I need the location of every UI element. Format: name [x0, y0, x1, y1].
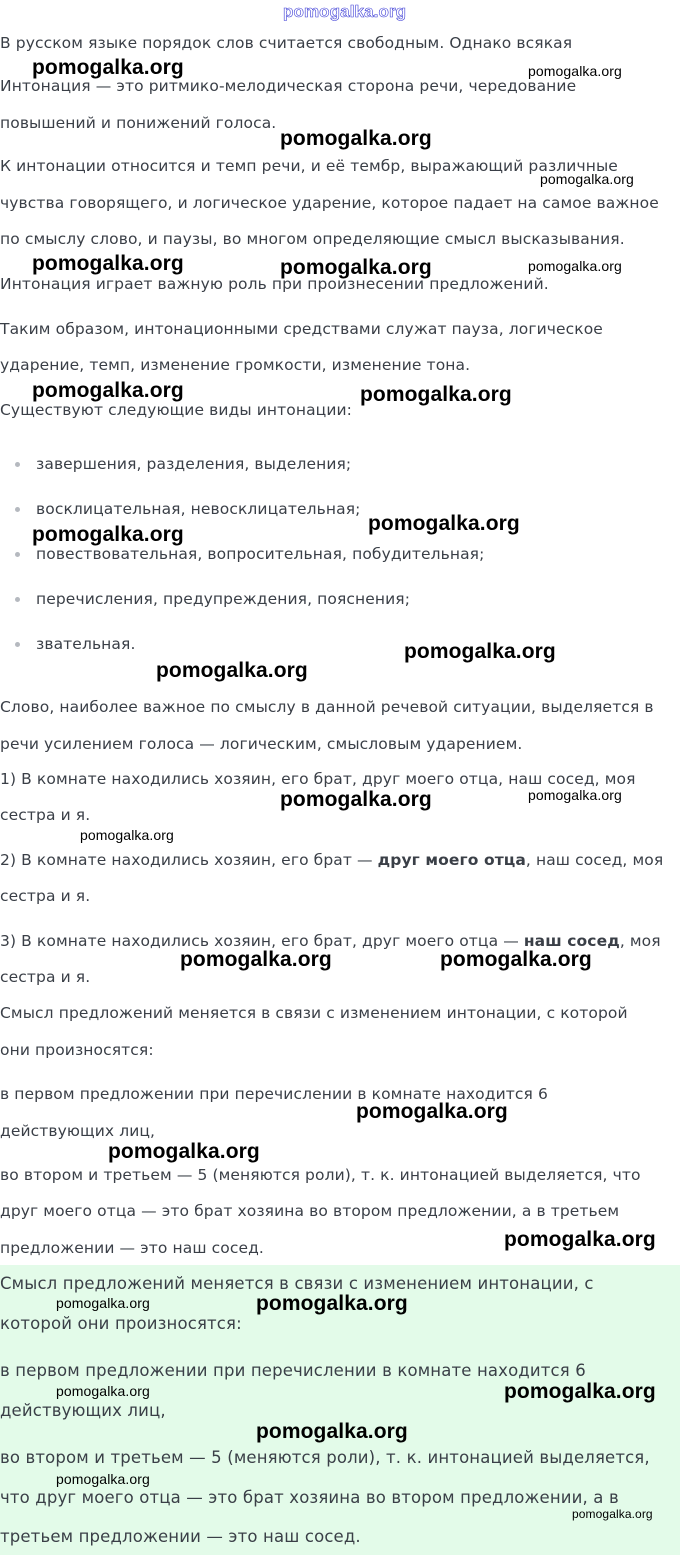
watermark: pomogalka.org — [360, 383, 512, 406]
watermark: pomogalka.org — [32, 56, 184, 79]
bullet-dot — [15, 462, 20, 467]
example-3: сестра и я. — [0, 968, 91, 986]
watermark: pomogalka.org — [32, 252, 184, 275]
paragraph: Интонация играет важную роль при произнесении предложений. — [0, 275, 549, 293]
emphasis: наш сосед — [523, 932, 620, 950]
bullet-dot — [15, 552, 20, 557]
answer-line: Смысл предложений меняется в связи с изменением интонации, с — [0, 1274, 594, 1293]
watermark: pomogalka.org — [440, 948, 592, 971]
example-1: 1) В комнате находились хозяин, его брат, друг моего отца, наш сосед, моя — [0, 770, 636, 788]
top-watermark: pomogalka.org — [283, 2, 407, 21]
paragraph: повышений и понижений голоса. — [0, 114, 277, 132]
list-item: завершения, разделения, выделения; — [36, 455, 352, 473]
bullet-dot — [15, 507, 20, 512]
paragraph: Существуют следующие виды интонации: — [0, 401, 352, 419]
paragraph: Интонация — это ритмико-мелодическая сторона речи, чередование — [0, 77, 577, 95]
list-item: звательная. — [36, 635, 136, 653]
watermark: pomogalka.org — [572, 1507, 653, 1521]
answer-line: действующих лиц, — [0, 1401, 166, 1420]
paragraph: В русском языке порядок слов считается свободным. Однако всякая — [0, 34, 573, 52]
example-1: сестра и я. — [0, 806, 91, 824]
example-2: 2) В комнате находились хозяин, его брат — друг моего отца, наш сосед, моя — [0, 851, 664, 869]
watermark: pomogalka.org — [56, 1295, 150, 1311]
watermark: pomogalka.org — [56, 1471, 150, 1487]
list-item: повествовательная, вопросительная, побудительная; — [36, 545, 485, 563]
paragraph: ударение, темп, изменение громкости, изменение тона. — [0, 356, 471, 374]
watermark: pomogalka.org — [280, 256, 432, 279]
watermark: pomogalka.org — [108, 1140, 260, 1163]
paragraph: они произносятся: — [0, 1041, 154, 1059]
watermark: pomogalka.org — [356, 1100, 508, 1123]
paragraph: Слово, наиболее важное по смыслу в данной речевой ситуации, выделяется в — [0, 698, 654, 716]
watermark: pomogalka.org — [368, 512, 520, 535]
watermark: pomogalka.org — [156, 659, 308, 682]
watermark: pomogalka.org — [32, 523, 184, 546]
paragraph: по смыслу слово, и паузы, во многом определяющие смысл высказывания. — [0, 230, 625, 248]
watermark: pomogalka.org — [528, 63, 622, 79]
watermark: pomogalka.org — [280, 127, 432, 150]
watermark: pomogalka.org — [256, 1420, 408, 1443]
paragraph: во втором и третьем — 5 (меняются роли), т. к. интонацией выделяется, что — [0, 1166, 641, 1184]
list-item: перечисления, предупреждения, пояснения; — [36, 590, 411, 608]
answer-line: во втором и третьем — 5 (меняются роли), т. к. интонацией выделяется, — [0, 1448, 650, 1467]
paragraph: К интонации относится и темп речи, и её тембр, выражающий различные — [0, 157, 618, 175]
bullet-dot — [15, 642, 20, 647]
paragraph: Смысл предложений меняется в связи с изменением интонации, с которой — [0, 1004, 628, 1022]
answer-line: что друг моего отца — это брат хозяина во втором предложении, а в — [0, 1488, 619, 1507]
bullet-dot — [15, 597, 20, 602]
watermark: pomogalka.org — [80, 827, 174, 843]
watermark: pomogalka.org — [528, 258, 622, 274]
answer-line: которой они произносятся: — [0, 1314, 242, 1333]
paragraph: друг моего отца — это брат хозяина во втором предложении, а в третьем — [0, 1202, 620, 1220]
watermark: pomogalka.org — [280, 788, 432, 811]
watermark: pomogalka.org — [404, 640, 556, 663]
paragraph: в первом предложении при перечислении в комнате находится 6 — [0, 1085, 548, 1103]
paragraph: действующих лиц, — [0, 1122, 156, 1140]
watermark: pomogalka.org — [528, 787, 622, 803]
answer-line: в первом предложении при перечислении в комнате находится 6 — [0, 1361, 586, 1380]
watermark: pomogalka.org — [504, 1380, 656, 1403]
emphasis: друг моего отца — [377, 851, 526, 869]
paragraph: предложении — это наш сосед. — [0, 1239, 264, 1257]
watermark: pomogalka.org — [180, 948, 332, 971]
watermark: pomogalka.org — [256, 1292, 408, 1315]
watermark: pomogalka.org — [504, 1228, 656, 1251]
watermark: pomogalka.org — [56, 1383, 150, 1399]
list-item: восклицательная, невосклицательная; — [36, 500, 361, 518]
watermark: pomogalka.org — [32, 379, 184, 402]
example-2: сестра и я. — [0, 887, 91, 905]
example-3: 3) В комнате находились хозяин, его брат, друг моего отца — наш сосед, моя — [0, 932, 661, 950]
watermark: pomogalka.org — [540, 171, 634, 187]
paragraph: Таким образом, интонационными средствами служат пауза, логическое — [0, 320, 603, 338]
paragraph: речи усилением голоса — логическим, смысловым ударением. — [0, 735, 523, 753]
answer-line: третьем предложении — это наш сосед. — [0, 1527, 361, 1546]
paragraph: чувства говорящего, и логическое ударение, которое падает на самое важное — [0, 194, 659, 212]
